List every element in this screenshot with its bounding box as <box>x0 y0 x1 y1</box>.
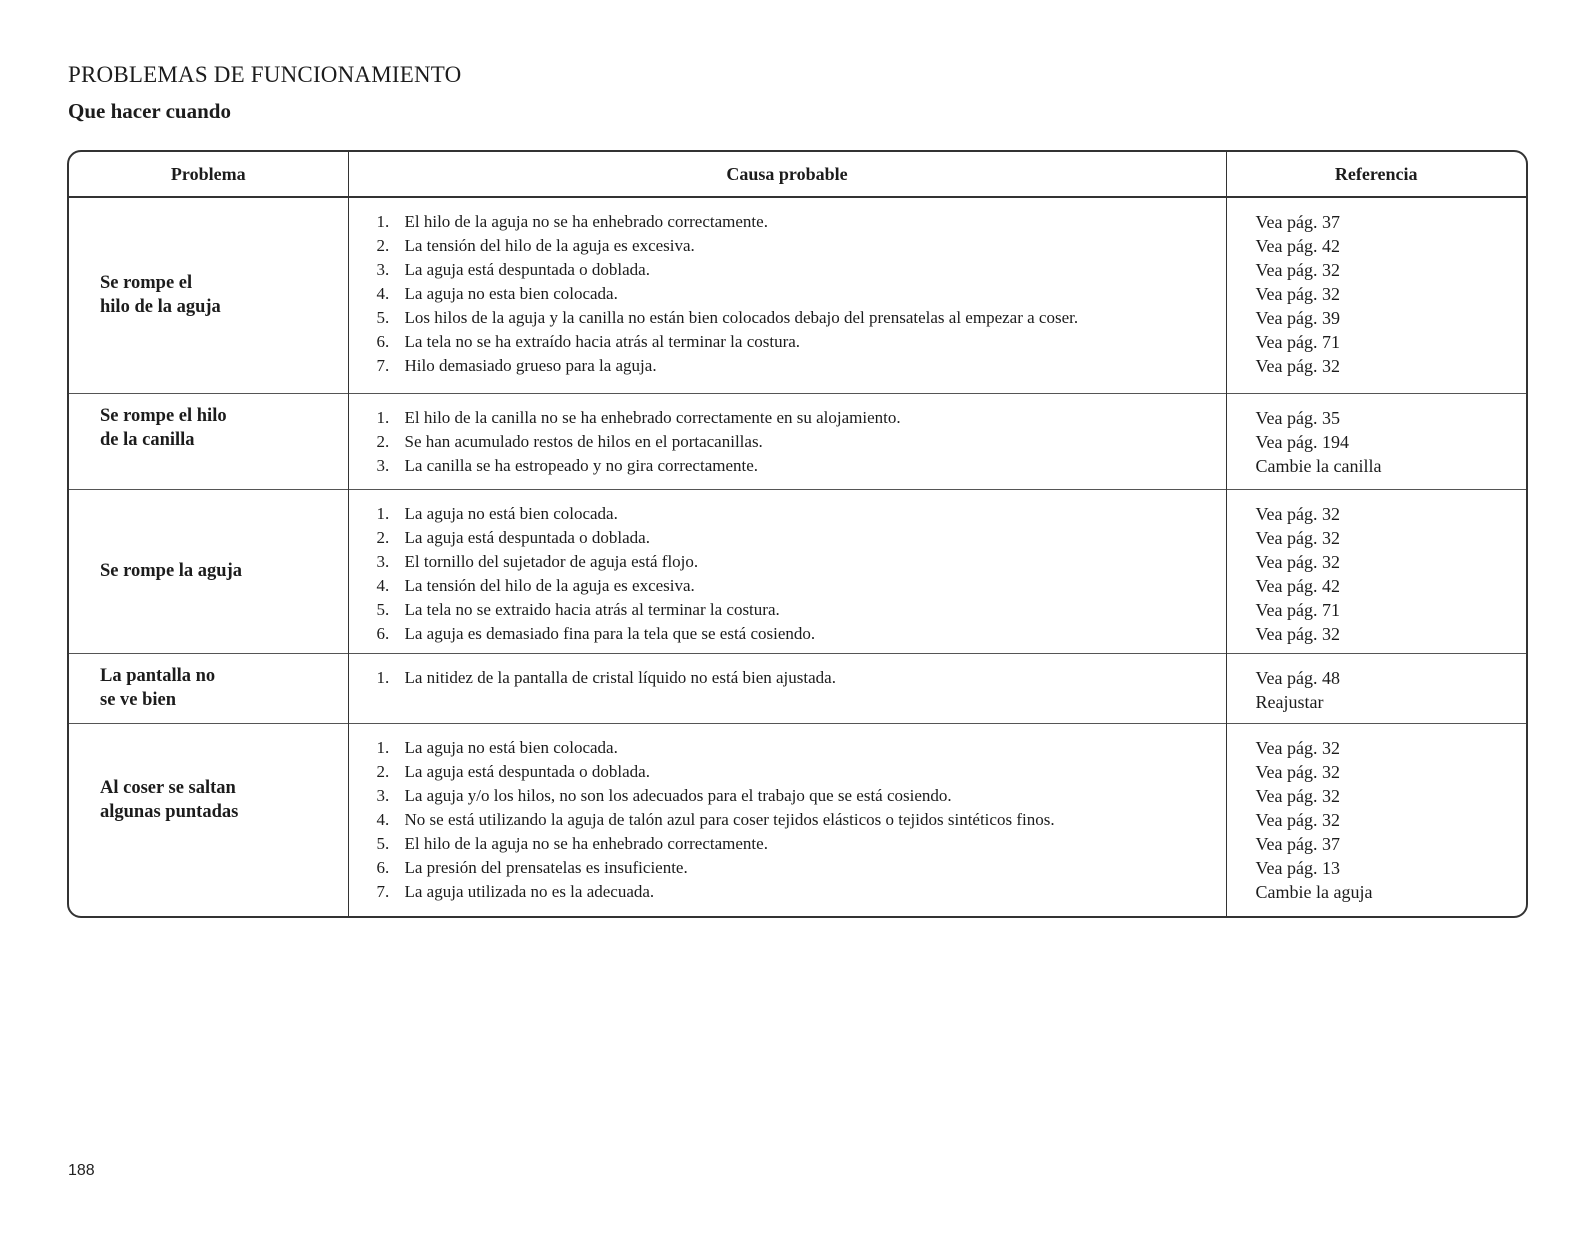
reference-item: Reajustar <box>1255 691 1324 712</box>
cause-item: 7. La aguja utilizada no es la adecuada. <box>376 881 655 901</box>
reference-item: Vea pág. 32 <box>1255 809 1340 830</box>
header-problem: Problema <box>69 152 348 197</box>
reference-item: Vea pág. 32 <box>1255 503 1340 524</box>
problem-text: Al coser se saltan <box>100 777 236 798</box>
reference-list <box>1256 210 1527 378</box>
problem-text: algunas puntadas <box>100 801 239 822</box>
reference-cell <box>1226 393 1526 489</box>
cause-item: 1. El hilo de la canilla no se ha enhebrado correctamente en su alojamiento. <box>376 407 901 427</box>
section-subtitle: Que hacer cuando <box>68 99 231 123</box>
reference-list <box>1256 502 1527 646</box>
cause-item: 1. El hilo de la aguja no se ha enhebrado correctamente. <box>376 212 768 231</box>
cause-item: 4. La tensión del hilo de la aguja es excesiva. <box>376 575 695 595</box>
reference-item: Vea pág. 42 <box>1255 575 1340 596</box>
cause-item: 2. La aguja está despuntada o doblada. <box>376 527 650 547</box>
cause-list <box>349 502 1226 646</box>
reference-item: Vea pág. 32 <box>1255 623 1340 644</box>
cause-item: 4. No se está utilizando la aguja de talón azul para coser tejidos elásticos o tejidos sintéticos finos. <box>376 809 1055 829</box>
cause-list <box>349 406 1226 478</box>
reference-cell <box>1226 723 1526 917</box>
table-header-row <box>69 152 1526 197</box>
problem-text: de la canilla <box>100 429 195 450</box>
reference-item: Vea pág. 32 <box>1255 260 1340 280</box>
reference-item: Vea pág. 37 <box>1255 212 1340 232</box>
causes-cell <box>348 489 1226 653</box>
reference-list <box>1256 736 1527 904</box>
table-row <box>69 197 1526 393</box>
cause-item: 2. Se han acumulado restos de hilos en el portacanillas. <box>376 431 763 451</box>
problem-text: Se rompe el hilo <box>100 405 227 426</box>
reference-item: Vea pág. 71 <box>1255 332 1340 352</box>
problem-cell <box>69 653 348 723</box>
causes-cell <box>348 723 1226 917</box>
cause-item: 5. El hilo de la aguja no se ha enhebrado correctamente. <box>376 833 768 853</box>
cause-item: 5. La tela no se extraido hacia atrás al terminar la costura. <box>376 599 780 619</box>
reference-item: Vea pág. 42 <box>1255 236 1340 256</box>
header-reference: Referencia <box>1226 152 1526 197</box>
problem-text: hilo de la aguja <box>100 297 221 318</box>
reference-item: Vea pág. 39 <box>1255 308 1340 328</box>
problem-cell <box>69 393 348 489</box>
reference-item: Vea pág. 13 <box>1255 857 1340 878</box>
cause-item: 7. Hilo demasiado grueso para la aguja. <box>376 356 657 375</box>
reference-item: Vea pág. 194 <box>1255 431 1349 452</box>
cause-item: 1. La aguja no está bien colocada. <box>376 737 618 757</box>
reference-item: Vea pág. 37 <box>1255 833 1340 854</box>
reference-cell <box>1226 197 1526 393</box>
reference-cell <box>1226 489 1526 653</box>
section-title: PROBLEMAS DE FUNCIONAMIENTO <box>68 62 462 87</box>
reference-item: Vea pág. 71 <box>1255 599 1340 620</box>
reference-item: Vea pág. 32 <box>1255 761 1340 782</box>
reference-cell <box>1226 653 1526 723</box>
cause-item: 5. Los hilos de la aguja y la canilla no están bien colocados debajo del prensatelas al empezar a coser. <box>376 308 1079 327</box>
cause-item: 1. La nitidez de la pantalla de cristal líquido no está bien ajustada. <box>376 667 836 687</box>
reference-item: Cambie la canilla <box>1255 455 1382 476</box>
cause-item: 1. La aguja no está bien colocada. <box>376 503 618 523</box>
causes-cell <box>348 653 1226 723</box>
cause-list <box>349 666 1226 690</box>
cause-list <box>349 736 1226 904</box>
cause-list <box>349 210 1226 378</box>
reference-item: Vea pág. 48 <box>1255 667 1340 688</box>
reference-item: Vea pág. 32 <box>1255 551 1340 572</box>
reference-item: Vea pág. 32 <box>1255 284 1340 304</box>
cause-item: 2. La tensión del hilo de la aguja es excesiva. <box>376 236 695 255</box>
table-row <box>69 653 1526 723</box>
troubleshooting-table <box>67 150 1528 918</box>
header-cause: Causa probable <box>348 152 1226 197</box>
reference-item: Vea pág. 32 <box>1255 737 1340 758</box>
problem-text: se ve bien <box>100 689 177 710</box>
table-row <box>69 723 1526 917</box>
problem-text: La pantalla no <box>100 665 216 686</box>
cause-item: 3. La canilla se ha estropeado y no gira correctamente. <box>376 455 759 475</box>
problem-text: Se rompe el <box>100 273 193 294</box>
cause-item: 6. La tela no se ha extraído hacia atrás al terminar la costura. <box>376 332 801 351</box>
cause-item: 3. El tornillo del sujetador de aguja está flojo. <box>376 551 699 571</box>
problem-text: Se rompe la aguja <box>100 561 243 581</box>
reference-item: Vea pág. 32 <box>1255 356 1340 376</box>
problem-cell <box>69 489 348 653</box>
cause-item: 3. La aguja está despuntada o doblada. <box>376 260 650 279</box>
table-row <box>69 489 1526 653</box>
causes-cell <box>348 197 1226 393</box>
cause-item: 6. La aguja es demasiado fina para la tela que se está cosiendo. <box>376 623 816 643</box>
problem-cell <box>69 197 348 393</box>
reference-list <box>1256 406 1527 478</box>
problem-cell <box>69 723 348 917</box>
cause-item: 6. La presión del prensatelas es insuficiente. <box>376 857 688 877</box>
cause-item: 2. La aguja está despuntada o doblada. <box>376 761 650 781</box>
reference-item: Cambie la aguja <box>1255 881 1373 902</box>
cause-item: 3. La aguja y/o los hilos, no son los adecuados para el trabajo que se está cosiendo. <box>376 785 952 805</box>
reference-list <box>1256 666 1527 714</box>
reference-item: Vea pág. 35 <box>1255 407 1340 428</box>
page-number: 188 <box>68 1162 95 1179</box>
cause-item: 4. La aguja no esta bien colocada. <box>376 284 618 303</box>
table-row <box>69 393 1526 489</box>
reference-item: Vea pág. 32 <box>1255 785 1340 806</box>
causes-cell <box>348 393 1226 489</box>
reference-item: Vea pág. 32 <box>1255 527 1340 548</box>
